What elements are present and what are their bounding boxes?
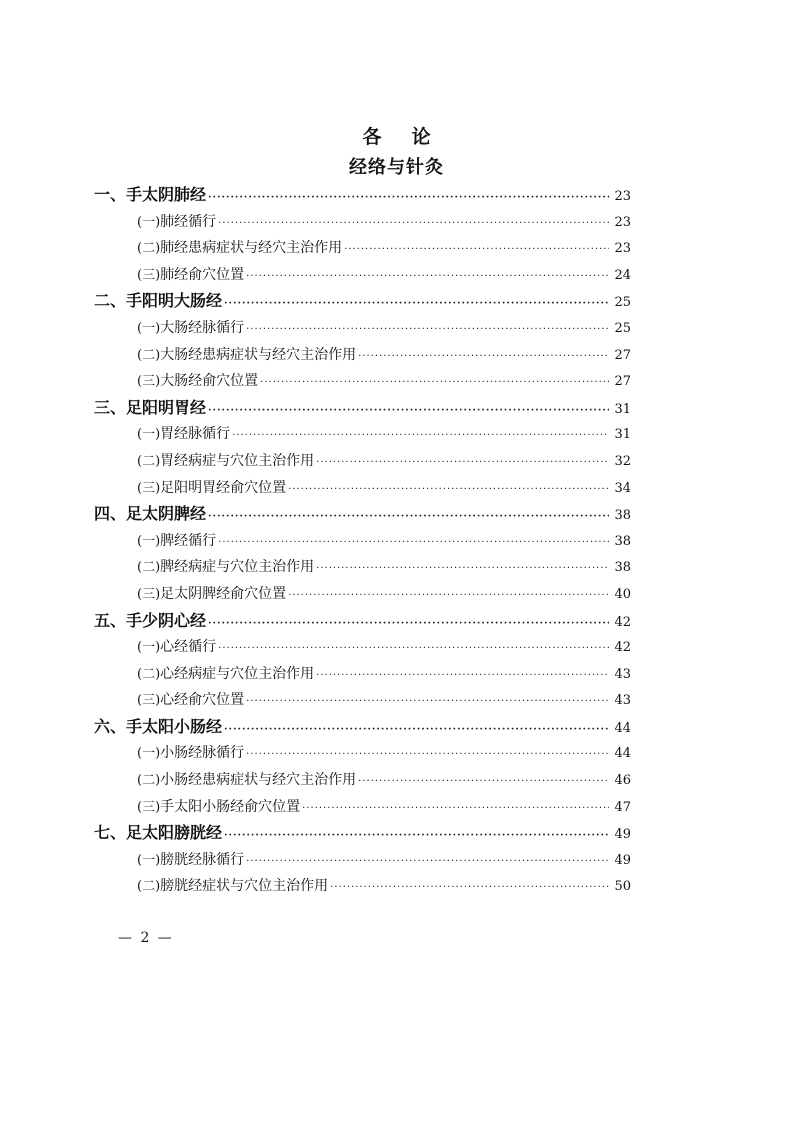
toc-entry-number: (三)	[137, 267, 161, 283]
toc-page-number: 31	[614, 427, 631, 443]
toc-entry-title: 肺经循行	[160, 213, 217, 230]
toc-section-entry	[94, 767, 631, 794]
toc-section-entry	[94, 368, 631, 395]
dot-leader	[246, 689, 609, 716]
dot-leader	[246, 742, 609, 769]
toc-page-number: 32	[614, 453, 631, 469]
toc-page-number: 38	[614, 560, 631, 576]
toc-entry-title: 大肠经俞穴位置	[160, 373, 259, 390]
page-number: — 2 —	[118, 930, 174, 946]
toc-entry-title: 手少阴心经	[126, 610, 207, 630]
dot-leader	[302, 796, 609, 823]
toc-entry-number: (二)	[137, 453, 161, 469]
toc-entry-title: 小肠经患病症状与经穴主治作用	[160, 772, 357, 789]
toc-entry-title: 小肠经脉循行	[160, 745, 245, 762]
dot-leader	[288, 583, 609, 610]
dot-leader	[260, 370, 609, 397]
dot-leader	[246, 264, 609, 291]
toc-section-entry	[94, 740, 631, 767]
toc-entry-title: 足太阴脾经俞穴位置	[160, 585, 287, 602]
toc-entry-number: (一)	[137, 533, 161, 549]
toc-entry-title: 大肠经患病症状与经穴主治作用	[160, 346, 357, 363]
toc-entry-number: (三)	[137, 799, 161, 815]
toc-entry-title: 肺经俞穴位置	[160, 266, 245, 283]
toc-entry-number: (一)	[137, 214, 161, 230]
dot-leader	[358, 344, 609, 371]
toc-page-number: 50	[614, 879, 631, 895]
dot-leader	[218, 636, 609, 663]
dot-leader	[232, 423, 609, 450]
toc-page-number: 24	[614, 267, 631, 283]
toc-entry-title: 手阳明大肠经	[126, 291, 223, 311]
toc-entry-number: (二)	[137, 347, 161, 363]
toc-section-entry	[94, 581, 631, 608]
toc-entry-title: 心经俞穴位置	[160, 692, 245, 709]
toc-entry-number: (一)	[137, 746, 161, 762]
toc-page-number: 44	[614, 746, 631, 762]
toc-entry-number: (三)	[137, 693, 161, 709]
toc-section-entry	[94, 342, 631, 369]
toc-entry-title: 足太阴脾经	[126, 504, 207, 524]
toc-entry-number: 六、	[94, 716, 127, 736]
toc-chapter-entry	[94, 608, 631, 635]
toc-page-number: 25	[614, 295, 631, 311]
toc-section-entry	[94, 794, 631, 821]
toc-page-number: 49	[614, 852, 631, 868]
dot-leader	[208, 398, 609, 425]
dot-leader	[208, 504, 609, 531]
toc-entry-number: 二、	[94, 291, 127, 311]
toc-section-entry	[94, 235, 631, 262]
toc-page-number: 46	[614, 773, 631, 789]
toc-chapter-entry	[94, 501, 631, 528]
toc-entry-title: 心经循行	[160, 639, 217, 656]
toc-chapter-entry	[94, 288, 631, 315]
toc-page-number: 23	[614, 214, 631, 230]
toc-page-number: 42	[614, 614, 631, 630]
toc-chapter-entry	[94, 182, 631, 209]
toc-entry-number: 一、	[94, 185, 127, 204]
dot-leader	[218, 211, 609, 238]
toc-entry-title: 胃经病症与穴位主治作用	[160, 452, 315, 469]
toc-entry-title: 胃经脉循行	[160, 426, 231, 443]
toc-section-entry	[94, 262, 631, 289]
toc-entry-number: (二)	[137, 666, 161, 682]
toc-page-number: 43	[614, 693, 631, 709]
toc-page-number: 43	[614, 666, 631, 682]
toc-entry-title: 手太阴肺经	[126, 185, 207, 204]
dot-leader	[224, 717, 609, 744]
toc-page-number: 49	[614, 827, 631, 843]
toc-entry-number: (三)	[137, 374, 161, 390]
toc-entry-number: (一)	[137, 640, 161, 656]
toc-section-entry	[94, 528, 631, 555]
toc-page-number: 23	[614, 241, 631, 257]
dot-leader	[208, 185, 609, 212]
toc-entry-title: 大肠经脉循行	[160, 319, 245, 336]
toc-entry-title: 心经病症与穴位主治作用	[160, 665, 315, 682]
dot-leader	[224, 291, 609, 318]
toc-entry-title: 脾经病症与穴位主治作用	[160, 559, 315, 576]
toc-section-entry	[94, 873, 631, 900]
toc-entry-title: 肺经患病症状与经穴主治作用	[160, 240, 343, 257]
toc-entry-number: (三)	[137, 586, 161, 602]
section-subtitle: 经络与针灸	[349, 157, 444, 178]
toc-page-number: 38	[614, 533, 631, 549]
toc-entry-title: 足太阳膀胱经	[126, 823, 223, 843]
toc-section-entry	[94, 847, 631, 874]
dot-leader	[246, 317, 609, 344]
dot-leader	[246, 849, 609, 876]
table-of-contents	[94, 182, 631, 900]
section-title: 各论	[362, 126, 461, 148]
toc-section-entry	[94, 687, 631, 714]
toc-entry-number: (二)	[137, 241, 161, 257]
toc-page-number: 23	[614, 189, 631, 204]
toc-entry-number: (一)	[137, 320, 161, 336]
toc-page-number: 31	[614, 401, 631, 417]
dot-leader	[330, 875, 609, 902]
toc-page-number: 38	[614, 508, 631, 524]
toc-entry-number: 三、	[94, 397, 127, 417]
toc-entry-number: (二)	[137, 560, 161, 576]
toc-entry-number: (二)	[137, 773, 161, 789]
toc-page-number: 47	[614, 799, 631, 815]
toc-entry-number: 七、	[94, 823, 127, 843]
toc-entry-title: 足阳明胃经俞穴位置	[160, 479, 287, 496]
toc-entry-title: 手太阳小肠经俞穴位置	[160, 798, 301, 815]
toc-section-entry	[94, 634, 631, 661]
dot-leader	[316, 663, 609, 690]
dot-leader	[218, 530, 609, 557]
dot-leader	[208, 611, 609, 638]
toc-entry-title: 足阳明胃经	[126, 397, 207, 417]
dot-leader	[316, 556, 609, 583]
toc-section-entry	[94, 475, 631, 502]
toc-entry-number: (一)	[137, 427, 161, 443]
dot-leader	[288, 477, 609, 504]
dot-leader	[344, 237, 609, 264]
toc-entry-number: (一)	[137, 852, 161, 868]
toc-section-entry	[94, 315, 631, 342]
toc-section-entry	[94, 554, 631, 581]
toc-page-number: 34	[614, 480, 631, 496]
toc-entry-number: 五、	[94, 610, 127, 630]
toc-section-entry	[94, 448, 631, 475]
toc-entry-title: 膀胱经症状与穴位主治作用	[160, 878, 329, 895]
toc-page-number: 27	[614, 347, 631, 363]
toc-section-entry	[94, 661, 631, 688]
toc-entry-number: (三)	[137, 480, 161, 496]
toc-chapter-entry	[94, 820, 631, 847]
toc-entry-number: 四、	[94, 504, 127, 524]
toc-section-entry	[94, 209, 631, 236]
toc-entry-title: 手太阳小肠经	[126, 716, 223, 736]
toc-entry-title: 膀胱经脉循行	[160, 851, 245, 868]
toc-chapter-entry	[94, 395, 631, 422]
dot-leader	[316, 450, 609, 477]
toc-page-number: 42	[614, 640, 631, 656]
toc-chapter-entry	[94, 714, 631, 741]
toc-entry-title: 脾经循行	[160, 532, 217, 549]
dot-leader	[224, 823, 609, 850]
toc-page-number: 40	[614, 586, 631, 602]
toc-page-number: 44	[614, 720, 631, 736]
toc-page-number: 27	[614, 374, 631, 390]
toc-section-entry	[94, 421, 631, 448]
toc-page-number: 25	[614, 320, 631, 336]
dot-leader	[358, 769, 609, 796]
toc-entry-number: (二)	[137, 879, 161, 895]
